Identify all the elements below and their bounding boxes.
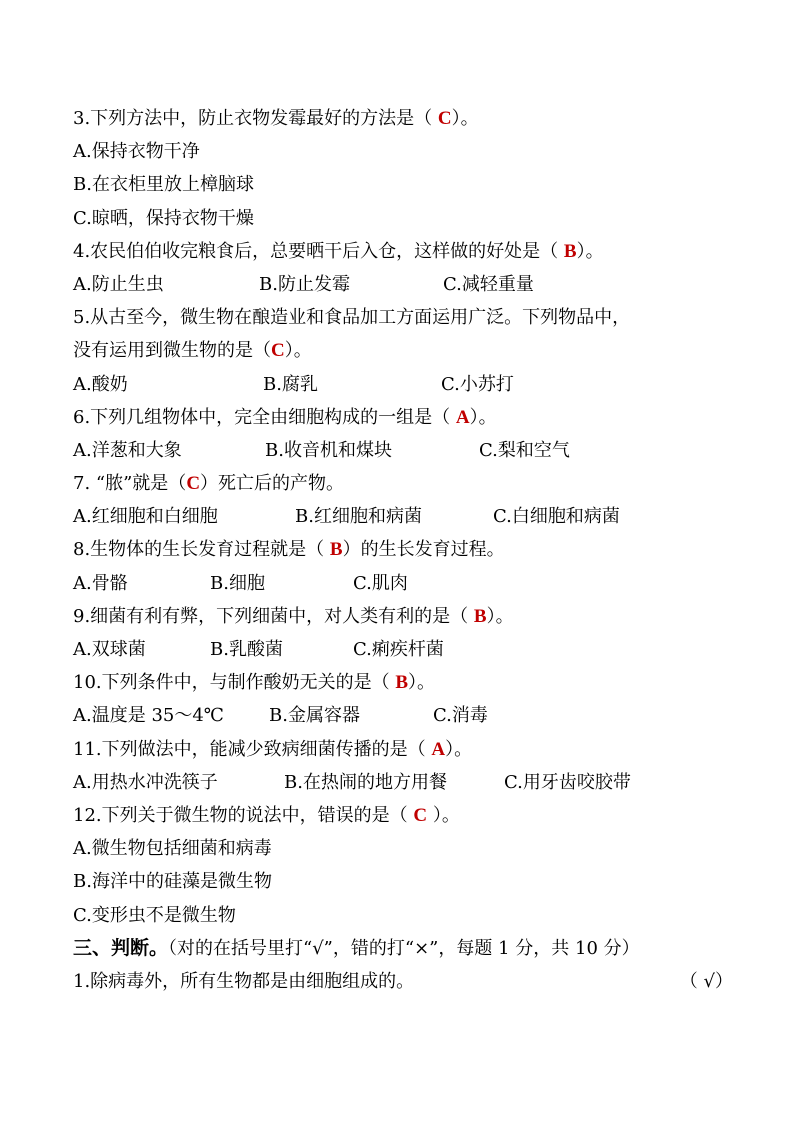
- option-text: A.微生物包括细菌和病毒: [73, 838, 272, 860]
- option-a: A.洋葱和大象: [73, 439, 182, 461]
- question-text: 没有运用到微生物的是（: [73, 340, 271, 362]
- question-text: 11.下列做法中，能减少致病细菌传播的是（: [73, 738, 432, 760]
- question-text: 8.生物体的生长发育过程就是（: [73, 539, 330, 561]
- question-text: 3.下列方法中，防止衣物发霉最好的方法是（: [73, 108, 438, 129]
- question-text: 10.下列条件中，与制作酸奶无关的是（: [73, 672, 396, 694]
- options-row: [73, 500, 733, 533]
- question-text-end: ）。: [576, 240, 604, 262]
- question-10: [73, 666, 733, 699]
- options-row: [73, 434, 733, 467]
- option-b: B.金属容器: [269, 705, 360, 727]
- option-b: B.红细胞和病菌: [295, 506, 422, 528]
- question-9: [73, 600, 733, 633]
- answer-mark: C: [186, 473, 201, 495]
- question-3: [73, 102, 733, 135]
- question-text: 5.从古至今，微生物在酿造业和食品加工方面运用广泛。下列物品中，: [73, 307, 631, 329]
- options-row: [73, 766, 733, 799]
- options-row: [73, 368, 733, 401]
- judge-item-1: [73, 965, 733, 998]
- question-12: [73, 799, 733, 832]
- question-7: [73, 467, 733, 500]
- answer-mark: C: [271, 340, 285, 362]
- answer-mark: B: [395, 672, 409, 694]
- options-row: [73, 268, 733, 301]
- answer-mark: B: [473, 605, 487, 627]
- question-8: [73, 533, 733, 566]
- question-text-end: ）。: [427, 804, 460, 826]
- option-a: A.双球菌: [73, 639, 146, 660]
- question-text-end: ）。: [469, 406, 497, 428]
- section-title: 三、判断。: [73, 936, 169, 959]
- answer-mark: B: [563, 240, 577, 262]
- section-heading: [73, 932, 733, 965]
- option-text: C.晾晒，保持衣物干燥: [73, 207, 254, 229]
- question-6: [73, 401, 733, 434]
- question-5: [73, 301, 733, 334]
- answer-mark: A: [455, 406, 470, 428]
- option-b: [73, 865, 733, 898]
- options-row: [73, 633, 733, 666]
- answer-mark: B: [329, 539, 343, 561]
- option-a: A.温度是 35～4℃: [73, 705, 224, 727]
- option-b: B.细胞: [210, 572, 265, 594]
- option-b: B.防止发霉: [259, 273, 350, 295]
- option-c: C.痢疾杆菌: [353, 639, 444, 660]
- question-text-end: ）。: [445, 738, 473, 760]
- question-text: 7. “脓”就是（: [73, 473, 187, 495]
- question-text-end: ）死亡后的产物。: [200, 473, 345, 495]
- option-c: C.白细胞和病菌: [493, 506, 620, 528]
- option-c: C.消毒: [433, 705, 488, 727]
- judge-text: 1.除病毒外，所有生物都是由细胞组成的。: [73, 970, 415, 992]
- option-a: A.酸奶: [73, 373, 128, 395]
- answer-mark: C: [437, 108, 452, 129]
- option-a: A.红细胞和白细胞: [73, 506, 218, 528]
- option-c: [73, 202, 733, 235]
- question-text-end: ）的生长发育过程。: [342, 539, 505, 561]
- question-page: [73, 102, 733, 998]
- question-text: 6.下列几组物体中，完全由细胞构成的一组是（: [73, 406, 456, 428]
- question-text-end: ）。: [408, 672, 436, 694]
- question-text-end: ）。: [451, 108, 479, 129]
- option-text: B.海洋中的硅藻是微生物: [73, 871, 272, 893]
- option-c: C.肌肉: [353, 572, 408, 594]
- option-a: [73, 135, 733, 168]
- answer-mark: C: [413, 804, 428, 826]
- option-text: C.变形虫不是微生物: [73, 904, 236, 926]
- options-row: [73, 699, 733, 732]
- option-b: B.在热闹的地方用餐: [284, 771, 447, 793]
- question-text: 9.细菌有利有弊，下列细菌中，对人类有利的是（: [73, 605, 474, 627]
- option-a: [73, 832, 733, 865]
- option-a: A.骨骼: [73, 572, 128, 594]
- question-text: 12.下列关于微生物的说法中，错误的是（: [73, 804, 414, 826]
- question-11: [73, 733, 733, 766]
- question-5-cont: [73, 334, 733, 367]
- option-c: C.用牙齿咬胶带: [504, 771, 631, 793]
- option-b: B.乳酸菌: [210, 639, 283, 660]
- option-c: C.梨和空气: [479, 439, 570, 461]
- option-b: [73, 168, 733, 201]
- option-c: [73, 899, 733, 932]
- option-text: B.在衣柜里放上樟脑球: [73, 174, 254, 196]
- option-b: B.收音机和煤块: [265, 439, 392, 461]
- options-row: [73, 567, 733, 600]
- option-c: C.减轻重量: [443, 273, 534, 295]
- option-c: C.小苏打: [441, 373, 514, 395]
- option-a: A.用热水冲洗筷子: [73, 771, 218, 793]
- option-b: B.腐乳: [263, 373, 318, 395]
- judge-answer: （ √）: [679, 970, 733, 992]
- option-text: A.保持衣物干净: [73, 141, 200, 163]
- question-text-end: ）。: [486, 605, 514, 627]
- question-text: 4.农民伯伯收完粮食后，总要晒干后入仓，这样做的好处是（: [73, 240, 564, 262]
- option-a: A.防止生虫: [73, 273, 164, 295]
- section-instructions: （对的在括号里打“√”，错的打“×”，每题 1 分，共 10 分）: [168, 937, 640, 959]
- question-4: [73, 235, 733, 268]
- question-text-end: ）。: [284, 340, 312, 362]
- answer-mark: A: [431, 738, 446, 760]
